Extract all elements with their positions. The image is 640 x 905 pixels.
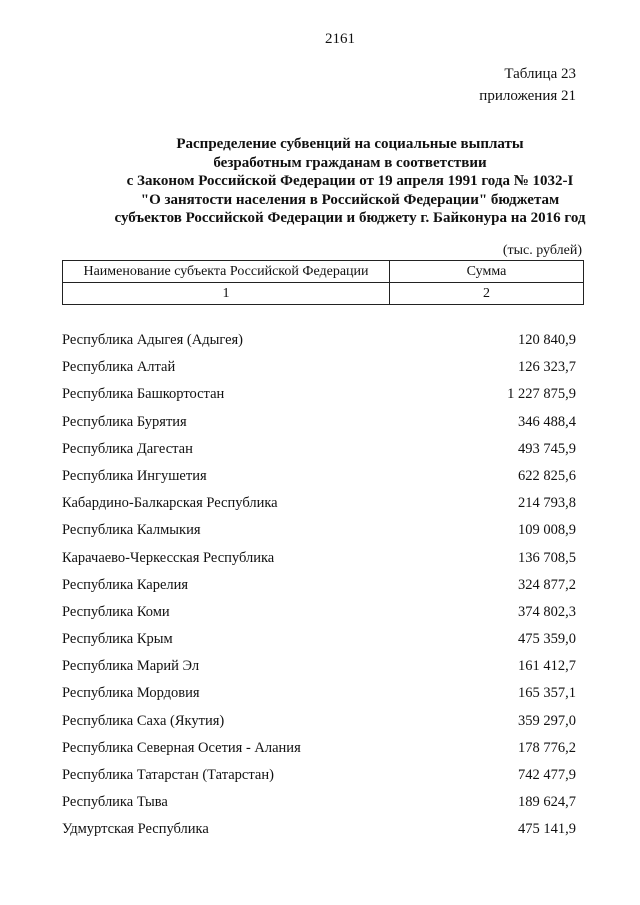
- region-sum: 161 412,7: [518, 658, 576, 675]
- column-header-sum: Сумма: [390, 261, 584, 283]
- region-sum: 493 745,9: [518, 440, 576, 457]
- table-row: [62, 762, 576, 789]
- title-line: "О занятости населения в Российской Федерации" бюджетам: [140, 191, 560, 208]
- table-row: [62, 789, 576, 816]
- region-sum: 109 008,9: [518, 522, 576, 539]
- region-name: Республика Саха (Якутия): [62, 712, 225, 729]
- region-sum: 374 802,3: [518, 603, 576, 620]
- region-name: Республика Калмыкия: [62, 522, 201, 539]
- region-sum: 475 141,9: [518, 821, 576, 838]
- document-title: [60, 135, 640, 228]
- region-sum: 475 359,0: [518, 631, 576, 648]
- region-sum: 214 793,8: [518, 495, 576, 512]
- table-body: [62, 327, 576, 844]
- region-name: Республика Тыва: [62, 794, 168, 811]
- title-line: безработным гражданам в соответствии: [213, 154, 487, 171]
- region-name: Республика Северная Осетия - Алания: [62, 739, 301, 756]
- region-sum: 346 488,4: [518, 413, 576, 430]
- region-name: Республика Коми: [62, 603, 170, 620]
- table-row: [62, 545, 576, 572]
- table-number: Таблица 23: [504, 66, 576, 82]
- column-header-name: Наименование субъекта Российской Федерации: [63, 261, 390, 283]
- title-line: Распределение субвенций на социальные выплаты: [176, 136, 524, 152]
- table-row: [62, 653, 576, 680]
- table-row: [62, 735, 576, 762]
- table-row: [62, 680, 576, 707]
- region-sum: 1 227 875,9: [507, 386, 576, 403]
- region-name: Республика Мордовия: [62, 685, 200, 702]
- region-sum: 136 708,5: [518, 549, 576, 566]
- region-name: Республика Татарстан (Татарстан): [62, 767, 274, 783]
- units-label: (тыс. рублей): [502, 243, 582, 258]
- region-sum: 126 323,7: [518, 359, 576, 376]
- column-number-2: 2: [390, 283, 584, 305]
- region-sum: 165 357,1: [518, 685, 576, 702]
- page-number: 2161: [325, 31, 355, 47]
- region-name: Республика Бурятия: [62, 413, 187, 430]
- region-sum: 178 776,2: [518, 739, 576, 756]
- title-line: субъектов Российской Федерации и бюджету г. Байконура на 2016 год: [114, 210, 586, 226]
- region-name: Республика Крым: [62, 631, 173, 648]
- region-name: Карачаево-Черкесская Республика: [62, 549, 275, 566]
- title-line: с Законом Российской Федерации от 19 апреля 1991 года № 1032-I: [126, 173, 574, 189]
- region-name: Республика Алтай: [62, 359, 176, 376]
- region-sum: 359 297,0: [518, 712, 576, 729]
- table-row: [62, 409, 576, 436]
- region-sum: 189 624,7: [518, 794, 576, 811]
- region-sum: 742 477,9: [518, 767, 576, 783]
- table-row: [62, 708, 576, 735]
- region-name: Республика Ингушетия: [62, 467, 207, 484]
- table-row: [62, 354, 576, 381]
- region-name: Удмуртская Республика: [62, 821, 209, 838]
- region-name: Республика Дагестан: [62, 440, 193, 457]
- table-header: [62, 260, 584, 305]
- region-sum: 622 825,6: [518, 467, 576, 484]
- region-name: Кабардино-Балкарская Республика: [62, 495, 278, 512]
- table-row: [62, 572, 576, 599]
- region-name: Республика Башкортостан: [62, 386, 225, 403]
- table-row: [62, 381, 576, 408]
- appendix-number: приложения 21: [479, 88, 576, 104]
- region-sum: 120 840,9: [518, 332, 576, 348]
- region-name: Республика Адыгея (Адыгея): [62, 332, 244, 348]
- table-row: [62, 436, 576, 463]
- table-row: [62, 327, 576, 354]
- region-name: Республика Карелия: [62, 576, 189, 593]
- table-row: [62, 599, 576, 626]
- table-row: [62, 626, 576, 653]
- table-row: [62, 517, 576, 544]
- region-name: Республика Марий Эл: [62, 658, 200, 675]
- column-number-1: 1: [63, 283, 390, 305]
- table-row: [62, 490, 576, 517]
- table-row: [62, 816, 576, 843]
- table-row: [62, 463, 576, 490]
- region-sum: 324 877,2: [518, 576, 576, 593]
